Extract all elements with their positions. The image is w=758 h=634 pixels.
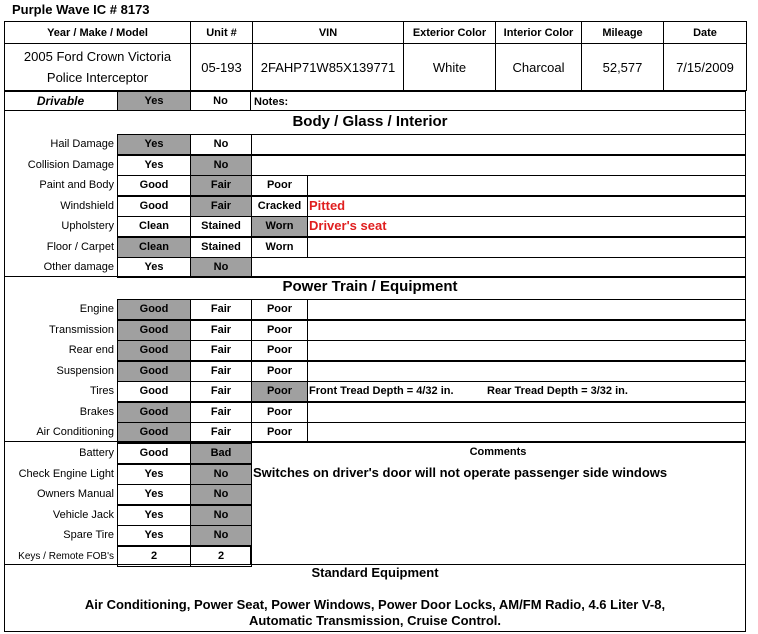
body-row-3-option-1: Good (117, 175, 191, 196)
power-row-7-label: Air Conditioning (36, 426, 114, 438)
lower-row-4-option-2: No (190, 505, 252, 526)
header-date: Date (664, 22, 747, 44)
body-row-2-notes-cell (251, 155, 746, 176)
power-row-6-option-1: Good (117, 402, 191, 423)
vehicle-interior-color: Charcoal (496, 44, 582, 91)
header-year-make-model: Year / Make / Model (5, 22, 191, 44)
rear-tread-depth: Rear Tread Depth = 3/32 in. (487, 385, 628, 397)
standard-equipment-title: Standard Equipment (311, 565, 439, 580)
body-row-4-note: Pitted (309, 197, 346, 213)
front-tread-depth: Front Tread Depth = 4/32 in. (309, 385, 454, 397)
lower-row-5-option-1: Yes (117, 525, 191, 546)
power-row-4-option-3: Poor (251, 361, 308, 382)
power-row-1-option-1: Good (117, 299, 191, 320)
body-row-5-note: Driver's seat (309, 218, 387, 233)
power-row-4-notes-cell (307, 361, 746, 382)
lower-row-5-option-2: No (190, 525, 252, 546)
vehicle-model-line1: 2005 Ford Crown Victoria (23, 49, 172, 64)
body-row-4-option-3: Cracked (251, 196, 308, 217)
power-section-title: Power Train / Equipment (282, 278, 458, 295)
comments-title: Comments (469, 446, 527, 458)
body-row-6-option-2: Stained (190, 237, 252, 258)
body-row-3-label: Paint and Body (39, 179, 114, 191)
power-row-1-option-3: Poor (251, 299, 308, 320)
lower-row-4-label: Vehicle Jack (52, 508, 114, 521)
body-section-title: Body / Glass / Interior (292, 113, 448, 130)
body-row-3-notes-cell (307, 175, 746, 196)
notes-label: Notes: (254, 96, 289, 108)
body-row-5-option-2: Stained (190, 216, 252, 237)
power-row-6-notes-cell (307, 402, 746, 423)
body-row-7-notes-cell (251, 257, 746, 278)
vehicle-exterior-color: White (404, 44, 496, 91)
power-row-3-label: Rear end (68, 344, 114, 356)
vehicle-mileage: 52,577 (582, 44, 664, 91)
body-row-1-option-1: Yes (117, 134, 191, 155)
body-row-1-notes-cell (251, 134, 746, 155)
vehicle-date: 7/15/2009 (664, 44, 747, 91)
body-row-6-label: Floor / Carpet (46, 240, 114, 253)
comments-text: Switches on driver's door will not operate passenger side windows (253, 465, 668, 480)
body-row-2-option-2: No (190, 155, 252, 176)
power-row-7-notes-cell (307, 422, 746, 443)
vehicle-model-line2: Police Interceptor (46, 70, 149, 85)
power-row-3-option-3: Poor (251, 340, 308, 361)
body-row-2-label: Collision Damage (27, 158, 114, 171)
body-row-5-option-3: Worn (251, 216, 308, 237)
standard-equipment-line1: Air Conditioning, Power Seat, Power Windows, Power Door Locks, AM/FM Radio, 4.6 Liter V-8, (84, 597, 666, 612)
header-exterior-color: Exterior Color (404, 22, 496, 44)
body-row-6-notes-cell (307, 237, 746, 258)
header-mileage: Mileage (582, 22, 664, 44)
power-row-6-option-3: Poor (251, 402, 308, 423)
drivable-yes: Yes (117, 91, 191, 111)
vehicle-unit: 05-193 (191, 44, 253, 91)
power-row-1-label: Engine (79, 303, 114, 315)
lower-row-3-option-1: Yes (117, 484, 191, 505)
power-row-5-option-2: Fair (190, 381, 252, 402)
power-row-3-notes-cell (307, 340, 746, 361)
body-row-3-option-2: Fair (190, 175, 252, 196)
lower-row-2-option-2: No (190, 464, 252, 485)
body-row-2-option-1: Yes (117, 155, 191, 176)
body-row-3-option-3: Poor (251, 175, 308, 196)
body-row-7-option-2: No (190, 257, 252, 278)
lower-row-5-label: Spare Tire (63, 529, 114, 541)
body-row-4-option-2: Fair (190, 196, 252, 217)
drivable-no: No (190, 91, 251, 111)
body-row-4-option-1: Good (117, 196, 191, 217)
power-row-3-option-1: Good (117, 340, 191, 361)
lower-row-6-label: Keys / Remote FOB's (18, 550, 114, 562)
header-unit: Unit # (191, 22, 253, 44)
power-row-4-option-2: Fair (190, 361, 252, 382)
power-row-5-option-1: Good (117, 381, 191, 402)
body-row-6-option-3: Worn (251, 237, 308, 258)
page-title: Purple Wave IC # 8173 (12, 2, 150, 17)
power-row-3-option-2: Fair (190, 340, 252, 361)
power-row-7-option-2: Fair (190, 422, 252, 443)
body-row-5-option-1: Clean (117, 216, 191, 237)
lower-row-1-label: Battery (79, 447, 114, 459)
lower-row-2-label: Check Engine Light (18, 467, 114, 480)
vehicle-model (5, 44, 191, 91)
body-row-5-label: Upholstery (61, 220, 114, 232)
power-row-1-option-2: Fair (190, 299, 252, 320)
power-row-6-label: Brakes (79, 405, 114, 418)
lower-row-4-option-1: Yes (117, 505, 191, 526)
lower-row-1-option-2: Bad (190, 443, 252, 464)
power-row-2-notes-cell (307, 320, 746, 341)
lower-row-3-option-2: No (190, 484, 252, 505)
power-row-4-label: Suspension (56, 364, 114, 377)
body-row-4-notes-cell (307, 196, 746, 217)
power-row-2-option-1: Good (117, 320, 191, 341)
body-row-7-option-1: Yes (117, 257, 191, 278)
body-row-1-label: Hail Damage (50, 138, 114, 150)
power-row-2-option-2: Fair (190, 320, 252, 341)
drivable-label: Drivable (36, 94, 85, 108)
power-row-2-label: Transmission (49, 323, 114, 336)
comments-box (250, 441, 746, 565)
power-row-4-option-1: Good (117, 361, 191, 382)
body-row-4-label: Windshield (60, 199, 114, 212)
power-row-5-option-3: Poor (251, 381, 308, 402)
header-vin: VIN (253, 22, 404, 44)
power-row-6-option-2: Fair (190, 402, 252, 423)
body-row-7-label: Other damage (43, 261, 114, 273)
power-row-7-option-1: Good (117, 422, 191, 443)
header-interior-color: Interior Color (496, 22, 582, 44)
lower-row-3-label: Owners Manual (36, 488, 114, 500)
vehicle-info-table (4, 21, 747, 91)
lower-row-2-option-1: Yes (117, 464, 191, 485)
body-row-6-option-1: Clean (117, 237, 191, 258)
body-row-1-option-2: No (190, 134, 252, 155)
standard-equipment-line2: Automatic Transmission, Cruise Control. (248, 613, 502, 628)
power-row-1-notes-cell (307, 299, 746, 320)
vehicle-vin: 2FAHP71W85X139771 (253, 44, 404, 91)
power-row-2-option-3: Poor (251, 320, 308, 341)
power-row-5-label: Tires (89, 385, 114, 397)
lower-row-1-option-1: Good (117, 443, 191, 464)
lower-row-6-option-2: 2 (190, 546, 252, 567)
lower-row-6-option-1: 2 (117, 546, 191, 567)
power-row-7-option-3: Poor (251, 422, 308, 443)
